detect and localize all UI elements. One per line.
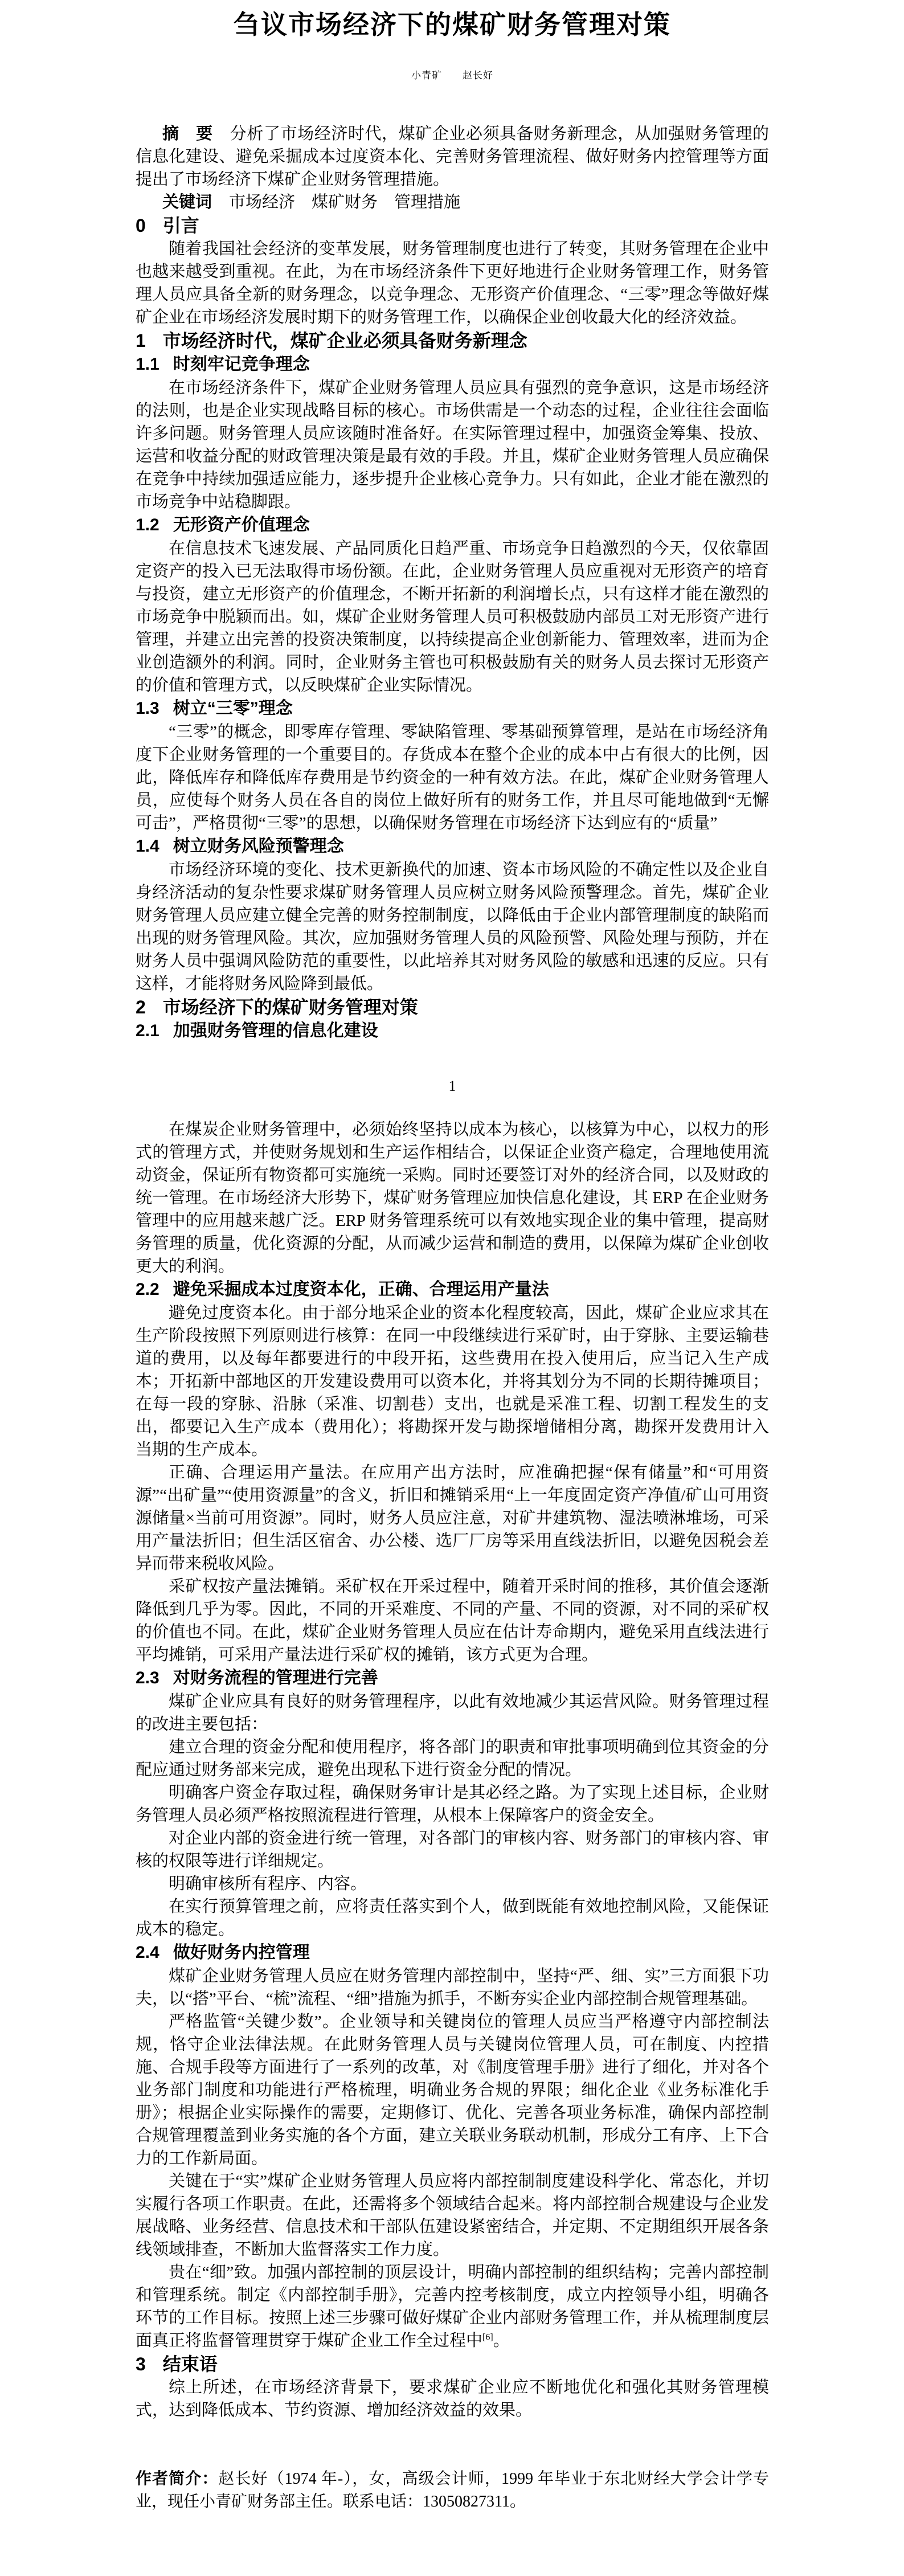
section-heading-1-2 xyxy=(136,513,769,537)
section-title: 避免采掘成本过度资本化，正确、合理运用产量法 xyxy=(173,1280,549,1299)
body-paragraph: 关键在于“实”煤矿企业财务管理人员应将内部控制制度建设科学化、常态化，并切实履行各项工作职责。在此，还需将多个领域结合起来。将内部控制合规建设与企业发展战略、业务经营、信息技术和干部队伍建设紧密结合，并定期、不定期组织开展各条线领域排查，不断加大监督落实工作力度。 xyxy=(136,2172,769,2259)
section-number: 1.4 xyxy=(136,837,159,856)
section-heading-0 xyxy=(136,214,769,238)
author-bio-text: 赵长好（1974 年-），女，高级会计师，1999 年毕业于东北财经大学会计学专业，现任小青矿财务部主任。联系电话：13050827311。 xyxy=(136,2470,769,2510)
section-heading-2-4 xyxy=(136,1941,769,1965)
body-paragraph: 在煤炭企业财务管理中，必须始终坚持以成本为核心，以核算为中心，以权力的形式的管理方式，并使财务规划和生产运作相结合，以保证企业资产稳定，合理地使用流动资金，保证所有物资都可实施统一采购。同时还要签订对外的经济合同，以及财政的统一管理。在市场经济大形势下，煤矿财务管理应加快信息化建设，其 ERP 在企业财务管理中的应用越来越广泛。ERP 财务管理系统可以有效地实现企业的集中管理，提高财务管理的质量，优化资源的分配，从而减少运营和制造的费用，以保障为煤矿企业创收更大的利润。 xyxy=(136,1121,769,1275)
body-paragraph: 综上所述，在市场经济背景下，要求煤矿企业应不断地优化和强化其财务管理模式，达到降低成本、节约资源、增加经济效益的效果。 xyxy=(136,2378,769,2419)
section-number: 1.2 xyxy=(136,516,159,534)
authors-line: 小青矿 赵长好 xyxy=(411,70,493,81)
body-paragraph: 在实行预算管理之前，应将责任落实到个人，做到既能有效地控制风险，又能保证成本的稳定。 xyxy=(136,1898,769,1939)
section-heading-2 xyxy=(136,995,769,1019)
section-number: 1.1 xyxy=(136,355,159,374)
section-number: 1 xyxy=(136,330,146,351)
section-title: 树立“三零”理念 xyxy=(173,699,293,718)
body-paragraph: 在市场经济条件下，煤矿企业财务管理人员应具有强烈的竞争意识，这是市场经济的法则，也是企业实现战略目标的核心。市场供需是一个动态的过程，企业往往会面临许多问题。财务管理人员应该随时准备好。在实际管理过程中，加强资金筹集、投放、运营和收益分配的财政管理决策是最有效的手段。并且，煤矿企业财务管理人员应确保在竞争中持续加强适应能力，逐步提升企业核心竞争力。只有如此，企业才能在激烈的市场竞争中站稳脚跟。 xyxy=(136,379,769,511)
section-number: 2 xyxy=(136,997,146,1017)
body-paragraph: 采矿权按产量法摊销。采矿权在开采过程中，随着开采时间的推移，其价值会逐渐降低到几乎为零。因此，不同的开采难度、不同的产量、不同的资源，对不同的采矿权的价值也不同。在此，煤矿企业财务管理人员应在估计寿命期内，避免采用直线法进行平均摊销，可采用产量法进行采矿权的摊销，该方式更为合理。 xyxy=(136,1577,769,1664)
body-paragraph: 正确、合理运用产量法。在应用产出方法时，应准确把握“保有储量”和“可用资源”“出矿量”“使用资源量”的含义，折旧和摊销采用“上一年度固定资产净值/矿山可用资源储量×当前可用资源”。同时，财务人员应注意，对矿井建筑物、湿法喷淋堆场，可采用产量法折旧；但生活区宿舍、办公楼、选厂厂房等采用直线法折旧，以避免因税会差异而带来税收风险。 xyxy=(136,1463,769,1573)
abstract-text: 分析了市场经济时代，煤矿企业必须具备财务新理念，从加强财务管理的信息化建设、避免采掘成本过度资本化、完善财务管理流程、做好财务内控管理等方面提出了市场经济下煤矿企业财务管理措施。 xyxy=(136,125,769,189)
body-paragraph: “三零”的概念，即零库存管理、零缺陷管理、零基础预算管理，是站在市场经济角度下企业财务管理的一个重要目的。存货成本在整个企业的成本中占有很大的比例，因此，降低库存和降低库存费用是节约资金的一种有效方法。在此，煤矿企业财务管理人员，应使每个财务人员在各自的岗位上做好所有的财务工作，并且尽可能地做到“无懈可击”，严格贯彻“三零”的思想，以确保财务管理在市场经济下达到应有的“质量” xyxy=(136,723,769,832)
keywords-label: 关键词 xyxy=(162,193,212,211)
body-paragraph: 市场经济环境的变化、技术更新换代的加速、资本市场风险的不确定性以及企业自身经济活动的复杂性要求煤矿财务管理人员应树立财务风险预警理念。首先，煤矿企业财务管理人员应建立健全完善的财务控制制度，以降低由于企业内部管理制度的缺陷而出现的财务管理风险。其次，应加强财务管理人员的风险预警、风险处理与预防，并在财务人员中强调风险防范的重要性，以此培养其对财务风险的敏感和迅速的反应。只有这样，才能将财务风险降到最低。 xyxy=(136,861,769,993)
section-title: 树立财务风险预警理念 xyxy=(173,837,344,856)
body-paragraph xyxy=(136,2261,769,2352)
paragraph-text: 贵在“细”致。加强内部控制的顶层设计，明确内部控制的组织结构；完善内部控制和管理系统。制定《内部控制手册》，完善内控考核制度，成立内控领导小组，明确各环节的工作目标。按照上述三步骤可做好煤矿企业内部财务管理工作，并从梳理制度层面真正将监督管理贯穿于煤矿企业工作全过程中 xyxy=(136,2263,769,2350)
keywords xyxy=(136,191,769,214)
abstract-label: 摘 要 xyxy=(162,125,213,143)
section-heading-1-1 xyxy=(136,353,769,377)
section-title: 市场经济时代，煤矿企业必须具备财务新理念 xyxy=(162,330,527,351)
section-title: 时刻牢记竞争理念 xyxy=(173,355,310,374)
section-title: 市场经济下的煤矿财务管理对策 xyxy=(162,997,418,1017)
body-paragraph: 建立合理的资金分配和使用程序，将各部门的职责和审批事项明确到位其资金的分配应通过财务部来完成，避免出现私下进行资金分配的情况。 xyxy=(136,1738,769,1779)
author-bio xyxy=(136,2467,769,2513)
section-heading-1-3 xyxy=(136,697,769,721)
section-title: 无形资产价值理念 xyxy=(173,516,310,534)
section-number: 2.1 xyxy=(136,1021,159,1040)
page-title: 刍议市场经济下的煤矿财务管理对策 xyxy=(234,10,671,39)
body-paragraph: 对企业内部的资金进行统一管理，对各部门的审核内容、财务部门的审核内容、审核的权限等进行详细规定。 xyxy=(136,1829,769,1870)
section-title: 做好财务内控管理 xyxy=(173,1943,310,1962)
body-paragraph: 严格监管“关键少数”。企业领导和关键岗位的管理人员应当严格遵守内部控制法规，恪守企业法律法规。在此财务管理人员与关键岗位管理人员，可在制度、内控措施、合规手段等方面进行了一系列的改革，对《制度管理手册》进行了细化，并对各个业务部门制度和功能进行严格梳理，明确业务合规的界限；细化企业《业务标准化手册》；根据企业实际操作的需要，定期修订、优化、完善各项业务标准，确保内部控制合规管理覆盖到业务实施的各个方面，建立关联业务联动机制，形成分工有序、上下合力的工作新局面。 xyxy=(136,2013,769,2168)
paragraph-text: 。 xyxy=(493,2332,510,2350)
author-bio-label: 作者简介： xyxy=(136,2469,219,2487)
section-number: 0 xyxy=(136,215,146,236)
body-paragraph: 煤矿企业应具有良好的财务管理程序，以此有效地减少其运营风险。财务管理过程的改进主要包括： xyxy=(136,1692,769,1733)
section-heading-2-3 xyxy=(136,1666,769,1690)
section-heading-3 xyxy=(136,2352,769,2376)
body-paragraph: 煤矿企业财务管理人员应在财务管理内部控制中，坚持“严、细、实”三方面狠下功夫，以“搭”平台、“梳”流程、“细”措施为抓手，不断夯实企业内部控制合规管理基础。 xyxy=(136,1967,769,2008)
section-title: 加强财务管理的信息化建设 xyxy=(173,1021,378,1040)
section-title: 对财务流程的管理进行完善 xyxy=(173,1669,378,1687)
section-heading-1-4 xyxy=(136,835,769,858)
body-paragraph: 明确客户资金存取过程，确保财务审计是其必经之路。为了实现上述目标，企业财务管理人员必须严格按照流程进行管理，从根本上保障客户的资金安全。 xyxy=(136,1784,769,1825)
section-title: 结束语 xyxy=(162,2354,218,2374)
body-paragraph: 避免过度资本化。由于部分地采企业的资本化程度较高，因此，煤矿企业应求其在生产阶段按照下列原则进行核算：在同一中段继续进行采矿时，由于穿脉、主要运输巷道的费用，以及每年都要进行的中段开拓，这些费用在投入使用后，应当记入生产成本；开拓新中部地区的开发建设费用可以资本化，并将其划分为不同的长期待摊项目；在每一段的穿脉、沿脉（采准、切割巷）支出，也就是采准工程、切割工程发生的支出，都要记入生产成本（费用化）；将勘探开发与勘探增储相分离，勘探开发费用计入当期的生产成本。 xyxy=(136,1304,769,1459)
body-paragraph: 在信息技术飞速发展、产品同质化日趋严重、市场竞争日趋激烈的今天，仅依靠固定资产的投入已无法取得市场份额。在此，企业财务管理人员应重视对无形资产的培育与投资，建立无形资产的价值理念，不断开拓新的利润增长点，只有这样才能在激烈的市场竞争中脱颖而出。如，煤矿企业财务管理人员可积极鼓励内部员工对无形资产进行管理，并建立出完善的投资决策制度，以持续提高企业创新能力、管理效率，进而为企业创造额外的利润。同时，企业财务主管也可积极鼓励有关的财务人员去探讨无形资产的价值和管理方式，以反映煤矿企业实际情况。 xyxy=(136,539,769,694)
section-number: 2.3 xyxy=(136,1669,159,1687)
section-title: 引言 xyxy=(162,215,199,236)
keywords-text: 市场经济 煤矿财务 管理措施 xyxy=(229,193,461,211)
body-paragraph: 明确审核所有程序、内容。 xyxy=(169,1875,367,1893)
section-number: 1.3 xyxy=(136,699,159,718)
body-paragraph: 随着我国社会经济的变革发展，财务管理制度也进行了转变，其财务管理在企业中也越来越受到重视。在此，为在市场经济条件下更好地进行企业财务管理工作，财务管理人员应具备全新的财务理念，以竞争理念、无形资产价值理念、“三零”理念等做好煤矿企业在市场经济发展时期下的财务管理工作，以确保企业创收最大化的经济效益。 xyxy=(136,240,769,326)
section-number: 3 xyxy=(136,2354,146,2374)
section-heading-2-2 xyxy=(136,1278,769,1302)
section-number: 2.4 xyxy=(136,1943,159,1962)
section-number: 2.2 xyxy=(136,1280,159,1299)
section-heading-1 xyxy=(136,329,769,353)
section-heading-2-1 xyxy=(136,1019,769,1043)
reference-superscript: [6] xyxy=(482,2332,493,2342)
page-number: 1 xyxy=(448,1078,456,1094)
abstract xyxy=(136,122,769,191)
